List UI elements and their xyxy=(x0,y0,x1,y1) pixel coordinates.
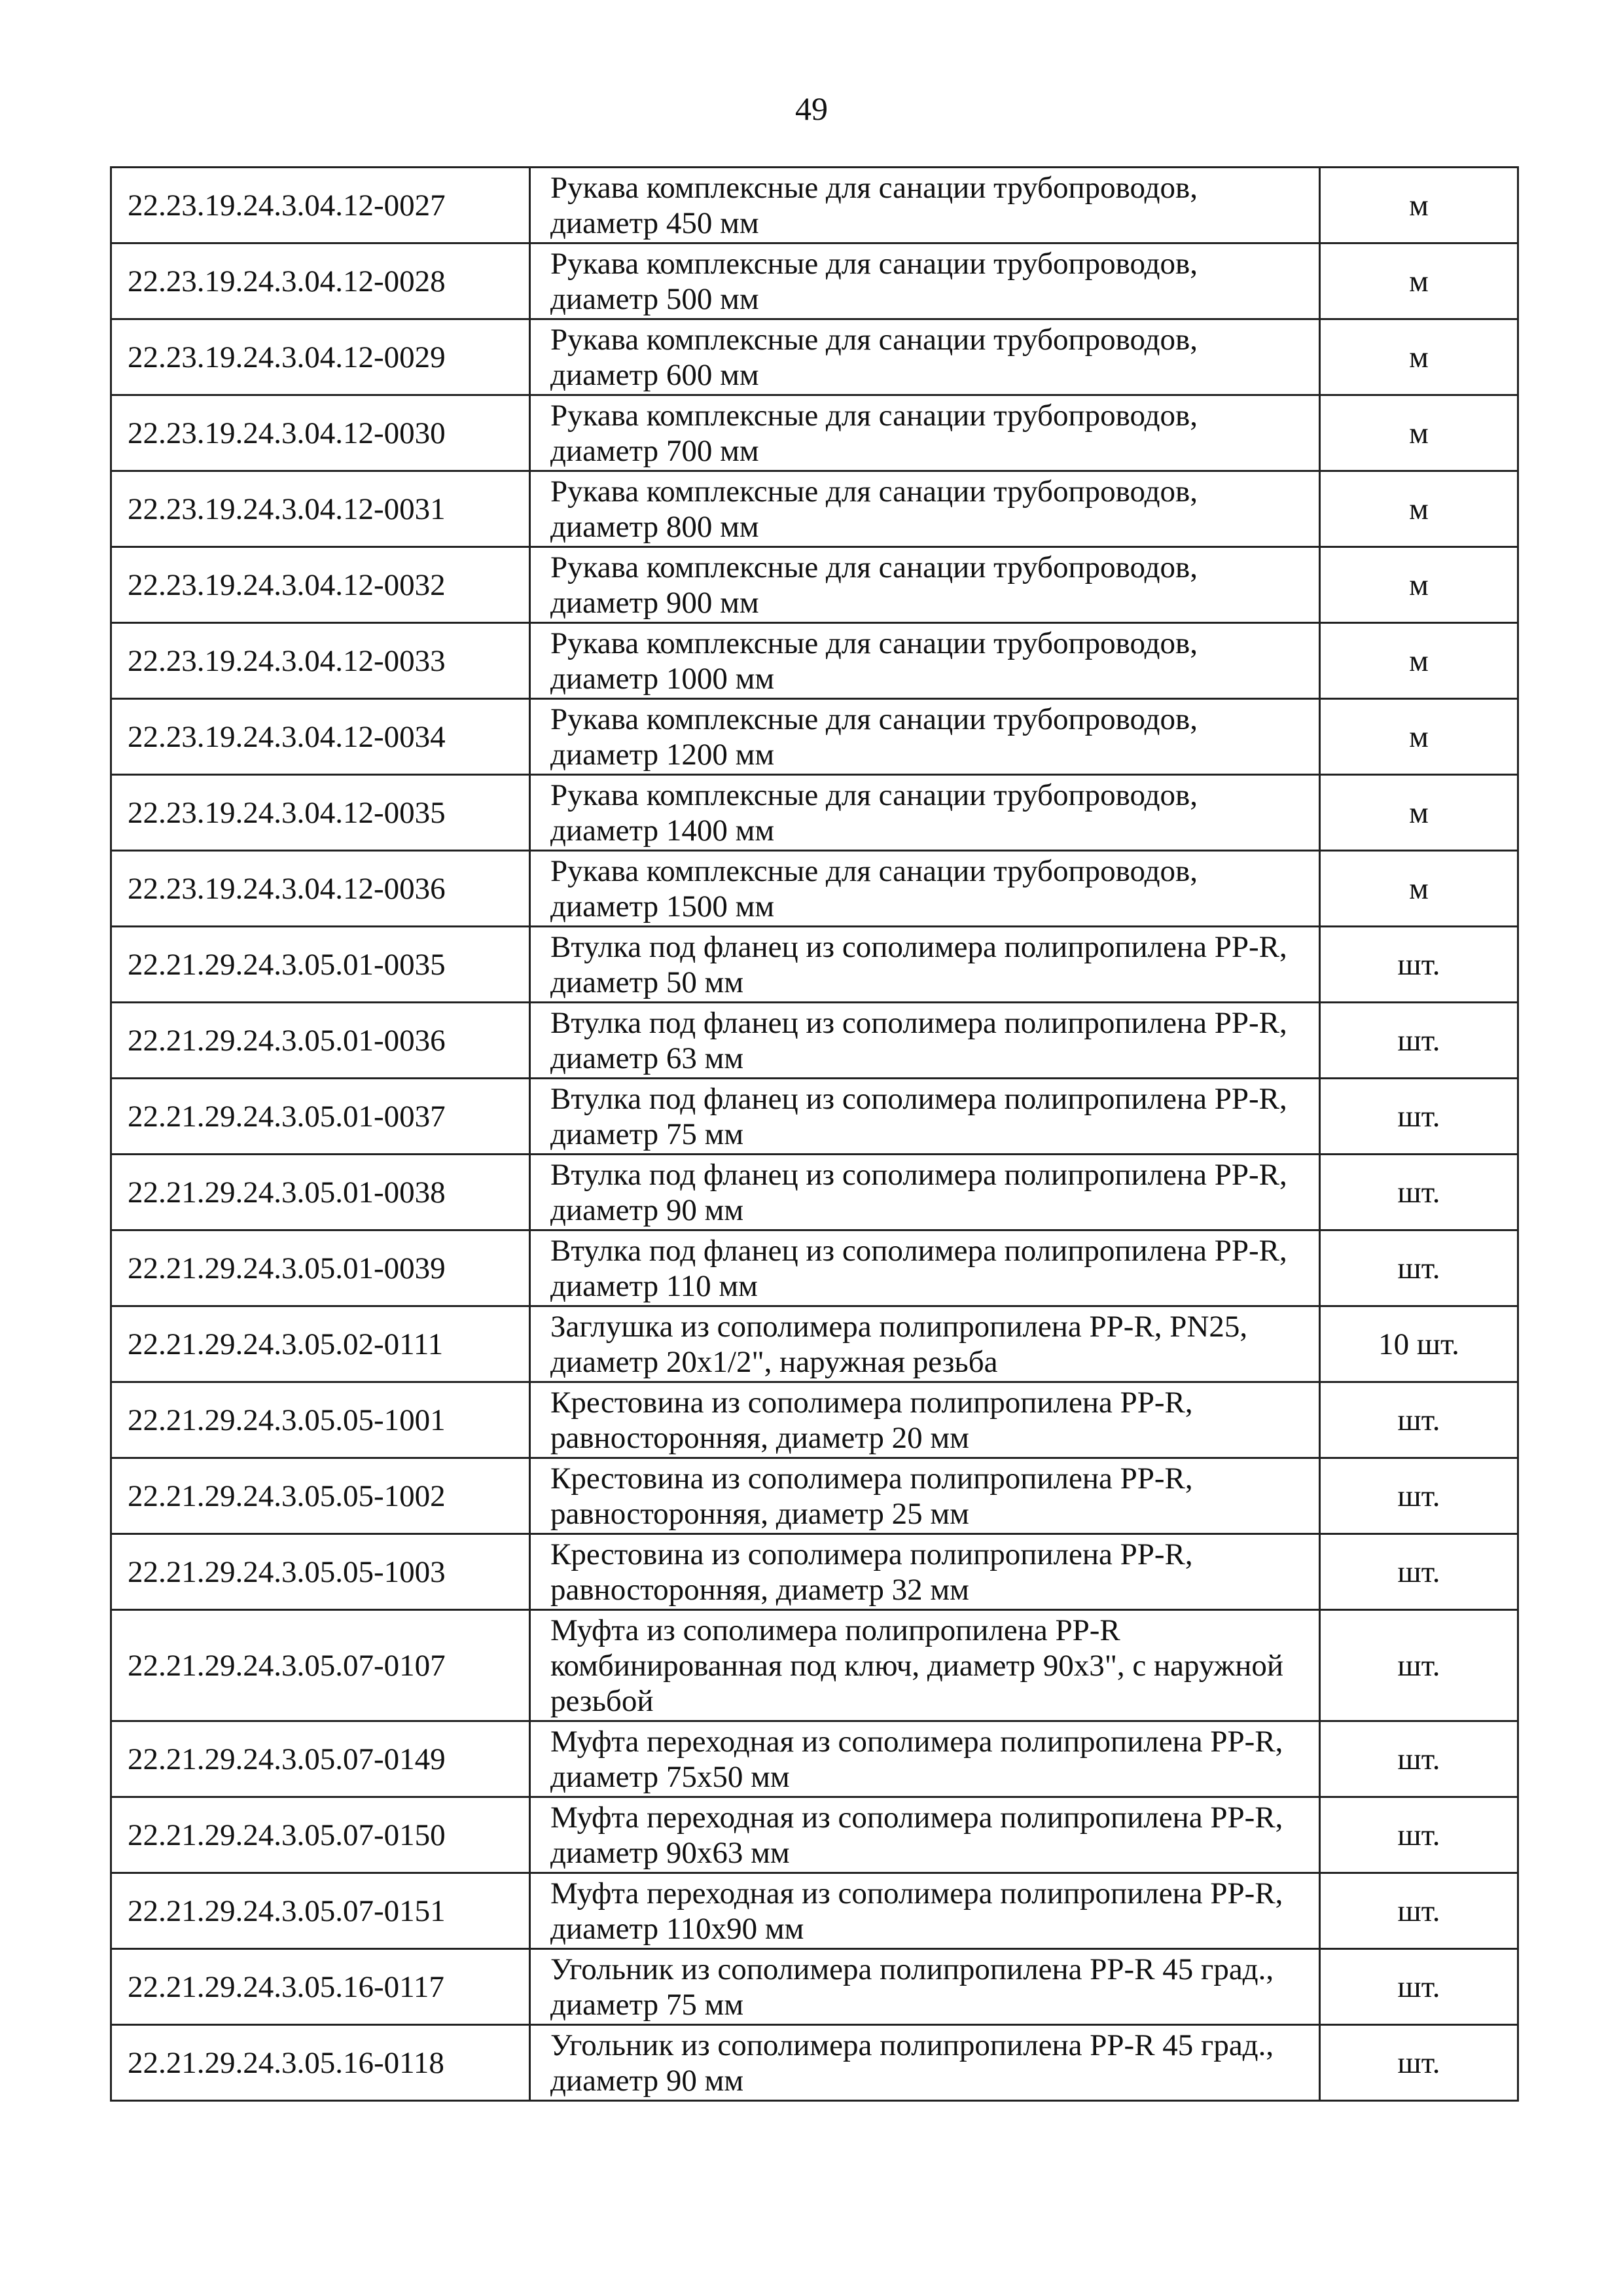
name-cell: Угольник из сополимера полипропилена PP-R 45 град., диаметр 90 мм xyxy=(530,2025,1320,2101)
table-row xyxy=(111,2025,1518,2101)
unit-cell: шт. xyxy=(1320,1610,1518,1721)
unit-cell: м xyxy=(1320,243,1518,319)
unit-cell: шт. xyxy=(1320,1155,1518,1230)
unit-cell: шт. xyxy=(1320,2025,1518,2101)
resource-table xyxy=(110,166,1519,2102)
unit-cell: м xyxy=(1320,775,1518,851)
code-cell: 22.21.29.24.3.05.16-0118 xyxy=(111,2025,530,2101)
name-cell: Втулка под фланец из сополимера полипропилена PP-R, диаметр 50 мм xyxy=(530,927,1320,1003)
unit-cell: м xyxy=(1320,547,1518,623)
code-cell: 22.23.19.24.3.04.12-0031 xyxy=(111,471,530,547)
code-cell: 22.23.19.24.3.04.12-0030 xyxy=(111,395,530,471)
unit-cell: шт. xyxy=(1320,1534,1518,1610)
table-row xyxy=(111,1610,1518,1721)
name-cell: Втулка под фланец из сополимера полипропилена PP-R, диаметр 90 мм xyxy=(530,1155,1320,1230)
table-row xyxy=(111,623,1518,699)
name-cell: Муфта из сополимера полипропилена PP-R комбинированная под ключ, диаметр 90x3", с наружной резьбой xyxy=(530,1610,1320,1721)
unit-cell: шт. xyxy=(1320,927,1518,1003)
unit-cell: шт. xyxy=(1320,1230,1518,1306)
code-cell: 22.21.29.24.3.05.16-0117 xyxy=(111,1949,530,2025)
table-row xyxy=(111,168,1518,243)
table-row xyxy=(111,471,1518,547)
name-cell: Угольник из сополимера полипропилена PP-R 45 град., диаметр 75 мм xyxy=(530,1949,1320,2025)
page-number: 49 xyxy=(795,90,828,127)
name-cell: Заглушка из сополимера полипропилена PP-R, PN25, диаметр 20x1/2", наружная резьба xyxy=(530,1306,1320,1382)
code-cell: 22.23.19.24.3.04.12-0027 xyxy=(111,168,530,243)
code-cell: 22.21.29.24.3.05.01-0037 xyxy=(111,1079,530,1155)
table-row xyxy=(111,1873,1518,1949)
code-cell: 22.23.19.24.3.04.12-0029 xyxy=(111,319,530,395)
table-row xyxy=(111,1230,1518,1306)
name-cell: Рукава комплексные для санации трубопроводов, диаметр 1500 мм xyxy=(530,851,1320,927)
name-cell: Рукава комплексные для санации трубопроводов, диаметр 600 мм xyxy=(530,319,1320,395)
code-cell: 22.21.29.24.3.05.07-0150 xyxy=(111,1797,530,1873)
unit-cell: шт. xyxy=(1320,1382,1518,1458)
name-cell: Муфта переходная из сополимера полипропилена PP-R, диаметр 110x90 мм xyxy=(530,1873,1320,1949)
table-row xyxy=(111,1534,1518,1610)
table-row xyxy=(111,1797,1518,1873)
code-cell: 22.23.19.24.3.04.12-0034 xyxy=(111,699,530,775)
unit-cell: м xyxy=(1320,319,1518,395)
name-cell: Втулка под фланец из сополимера полипропилена PP-R, диаметр 75 мм xyxy=(530,1079,1320,1155)
name-cell: Втулка под фланец из сополимера полипропилена PP-R, диаметр 110 мм xyxy=(530,1230,1320,1306)
table-row xyxy=(111,1155,1518,1230)
unit-cell: м xyxy=(1320,699,1518,775)
unit-cell: м xyxy=(1320,168,1518,243)
name-cell: Муфта переходная из сополимера полипропилена PP-R, диаметр 90x63 мм xyxy=(530,1797,1320,1873)
table-row xyxy=(111,851,1518,927)
unit-cell: шт. xyxy=(1320,1458,1518,1534)
name-cell: Крестовина из сополимера полипропилена PP-R, равносторонняя, диаметр 25 мм xyxy=(530,1458,1320,1534)
table-row xyxy=(111,243,1518,319)
unit-cell: м xyxy=(1320,471,1518,547)
table-row xyxy=(111,1721,1518,1797)
unit-cell: шт. xyxy=(1320,1079,1518,1155)
name-cell: Втулка под фланец из сополимера полипропилена PP-R, диаметр 63 мм xyxy=(530,1003,1320,1079)
unit-cell: м xyxy=(1320,623,1518,699)
name-cell: Муфта переходная из сополимера полипропилена PP-R, диаметр 75x50 мм xyxy=(530,1721,1320,1797)
code-cell: 22.23.19.24.3.04.12-0032 xyxy=(111,547,530,623)
unit-cell: м xyxy=(1320,395,1518,471)
unit-cell: 10 шт. xyxy=(1320,1306,1518,1382)
code-cell: 22.23.19.24.3.04.12-0036 xyxy=(111,851,530,927)
table-row xyxy=(111,1458,1518,1534)
code-cell: 22.21.29.24.3.05.05-1003 xyxy=(111,1534,530,1610)
name-cell: Крестовина из сополимера полипропилена PP-R, равносторонняя, диаметр 20 мм xyxy=(530,1382,1320,1458)
table-row xyxy=(111,927,1518,1003)
table-row xyxy=(111,775,1518,851)
unit-cell: м xyxy=(1320,851,1518,927)
table-row xyxy=(111,699,1518,775)
code-cell: 22.21.29.24.3.05.07-0107 xyxy=(111,1610,530,1721)
name-cell: Рукава комплексные для санации трубопроводов, диаметр 1000 мм xyxy=(530,623,1320,699)
unit-cell: шт. xyxy=(1320,1721,1518,1797)
code-cell: 22.23.19.24.3.04.12-0033 xyxy=(111,623,530,699)
table-row xyxy=(111,1949,1518,2025)
code-cell: 22.21.29.24.3.05.01-0038 xyxy=(111,1155,530,1230)
table-row xyxy=(111,395,1518,471)
table-body xyxy=(111,168,1518,2101)
name-cell: Рукава комплексные для санации трубопроводов, диаметр 500 мм xyxy=(530,243,1320,319)
name-cell: Рукава комплексные для санации трубопроводов, диаметр 700 мм xyxy=(530,395,1320,471)
unit-cell: шт. xyxy=(1320,1873,1518,1949)
name-cell: Рукава комплексные для санации трубопроводов, диаметр 800 мм xyxy=(530,471,1320,547)
name-cell: Рукава комплексные для санации трубопроводов, диаметр 900 мм xyxy=(530,547,1320,623)
table-row xyxy=(111,1306,1518,1382)
code-cell: 22.21.29.24.3.05.01-0035 xyxy=(111,927,530,1003)
table-row xyxy=(111,1079,1518,1155)
code-cell: 22.21.29.24.3.05.05-1002 xyxy=(111,1458,530,1534)
name-cell: Рукава комплексные для санации трубопроводов, диаметр 450 мм xyxy=(530,168,1320,243)
code-cell: 22.23.19.24.3.04.12-0028 xyxy=(111,243,530,319)
table-row xyxy=(111,1003,1518,1079)
code-cell: 22.21.29.24.3.05.07-0151 xyxy=(111,1873,530,1949)
name-cell: Рукава комплексные для санации трубопроводов, диаметр 1200 мм xyxy=(530,699,1320,775)
table-row xyxy=(111,547,1518,623)
code-cell: 22.21.29.24.3.05.07-0149 xyxy=(111,1721,530,1797)
table-row xyxy=(111,319,1518,395)
code-cell: 22.21.29.24.3.05.05-1001 xyxy=(111,1382,530,1458)
name-cell: Крестовина из сополимера полипропилена PP-R, равносторонняя, диаметр 32 мм xyxy=(530,1534,1320,1610)
code-cell: 22.21.29.24.3.05.01-0039 xyxy=(111,1230,530,1306)
unit-cell: шт. xyxy=(1320,1797,1518,1873)
name-cell: Рукава комплексные для санации трубопроводов, диаметр 1400 мм xyxy=(530,775,1320,851)
code-cell: 22.23.19.24.3.04.12-0035 xyxy=(111,775,530,851)
code-cell: 22.21.29.24.3.05.01-0036 xyxy=(111,1003,530,1079)
code-cell: 22.21.29.24.3.05.02-0111 xyxy=(111,1306,530,1382)
unit-cell: шт. xyxy=(1320,1949,1518,2025)
table-row xyxy=(111,1382,1518,1458)
unit-cell: шт. xyxy=(1320,1003,1518,1079)
